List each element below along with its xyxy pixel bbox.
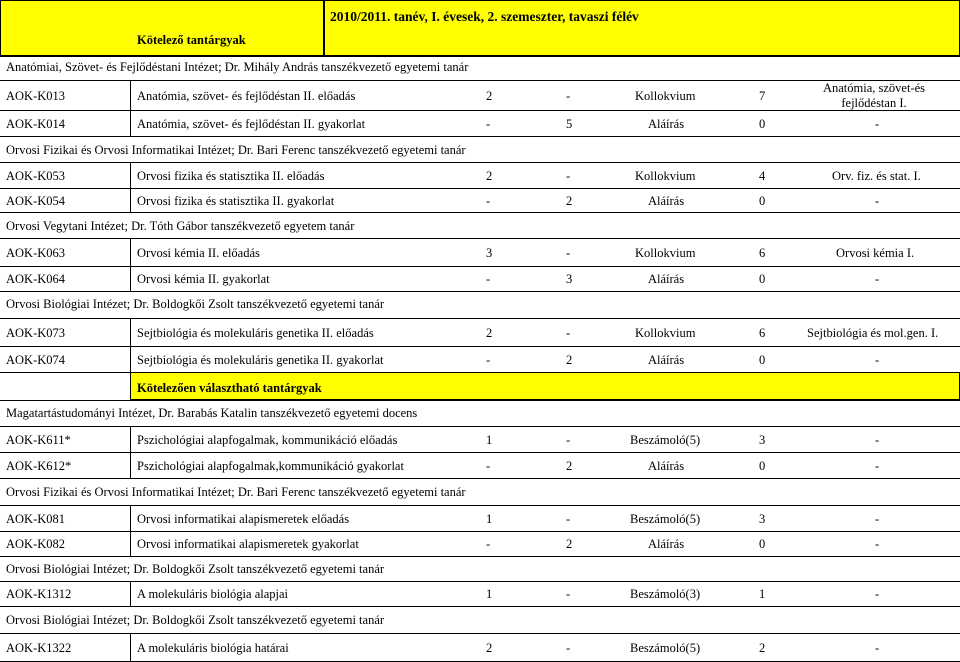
mandatory-courses-label: Kötelező tantárgyak	[137, 33, 246, 47]
course-code: AOK-K053	[6, 169, 66, 183]
course-code: AOK-K073	[6, 326, 66, 340]
prerequisite: Orvosi kémia I.	[836, 246, 915, 260]
course-name: Sejtbiológia és molekuláris genetika II. előadás	[137, 326, 374, 340]
elective-courses-label: Kötelezően választható tantárgyak	[137, 381, 322, 395]
course-name: Orvosi fizika és statisztika II. gyakorlat	[137, 194, 335, 208]
lecture-hours: 1	[486, 433, 493, 447]
course-name: Pszichológiai alapfogalmak, kommunikáció előadás	[137, 433, 398, 447]
course-code: AOK-K1312	[6, 587, 72, 601]
course-code: AOK-K014	[6, 117, 66, 131]
course-name: A molekuláris biológia határai	[137, 641, 289, 655]
course-name: Anatómia, szövet- és fejlődéstan II. előadás	[137, 89, 356, 103]
prerequisite: -	[875, 641, 880, 655]
institute-heading: Orvosi Biológiai Intézet; Dr. Boldogkői Zsolt tanszékvezető egyetemi tanár	[6, 297, 385, 311]
course-code: AOK-K063	[6, 246, 66, 260]
exam-type: Beszámoló(5)	[630, 641, 701, 655]
prerequisite: Sejtbiológia és mol.gen. I.	[807, 326, 939, 340]
practice-hours: 2	[566, 194, 573, 208]
credit-value: 3	[759, 512, 766, 526]
exam-type: Beszámoló(3)	[630, 587, 701, 601]
course-name: Orvosi kémia II. előadás	[137, 246, 260, 260]
exam-type: Kollokvium	[635, 246, 696, 260]
course-name: Pszichológiai alapfogalmak,kommunikáció gyakorlat	[137, 459, 404, 473]
institute-heading: Orvosi Fizikai és Orvosi Informatikai Intézet; Dr. Bari Ferenc tanszékvezető egyetemi tanár	[6, 143, 466, 157]
credit-value: 0	[759, 459, 766, 473]
practice-hours: 2	[566, 459, 573, 473]
institute-heading: Magatartástudományi Intézet, Dr. Barabás Katalin tanszékvezető egyetemi docens	[6, 406, 418, 420]
course-code: AOK-K082	[6, 537, 66, 551]
practice-hours: -	[566, 246, 571, 260]
lecture-hours: 2	[486, 89, 493, 103]
credit-value: 7	[759, 89, 766, 103]
course-code: AOK-K1322	[6, 641, 72, 655]
prerequisite: Anatómia, szövet-és fejlődéstan I.	[822, 81, 926, 110]
exam-type: Beszámoló(5)	[630, 512, 701, 526]
exam-type: Kollokvium	[635, 169, 696, 183]
practice-hours: -	[566, 326, 571, 340]
lecture-hours: 2	[486, 326, 493, 340]
course-name: Orvosi kémia II. gyakorlat	[137, 272, 270, 286]
institute-heading: Orvosi Biológiai Intézet; Dr. Boldogkői Zsolt tanszékvezető egyetemi tanár	[6, 562, 385, 576]
practice-hours: 2	[566, 537, 573, 551]
exam-type: Aláírás	[648, 194, 685, 208]
institute-heading: Anatómiai, Szövet- és Fejlődéstani Intézet; Dr. Mihály András tanszékvezető egyetemi tanár	[6, 60, 469, 74]
prerequisite: -	[875, 272, 880, 286]
semester-title: 2010/2011. tanév, I. évesek, 2. szemeszter, tavaszi félév	[330, 9, 639, 24]
lecture-hours: 1	[486, 512, 493, 526]
prerequisite: -	[875, 353, 880, 367]
institute-heading: Orvosi Vegytani Intézet; Dr. Tóth Gábor tanszékvezető egyetem tanár	[6, 219, 355, 233]
lecture-hours: -	[486, 353, 491, 367]
credit-value: 0	[759, 353, 766, 367]
course-name: Sejtbiológia és molekuláris genetika II. gyakorlat	[137, 353, 384, 367]
course-code: AOK-K081	[6, 512, 66, 526]
exam-type: Aláírás	[648, 272, 685, 286]
prerequisite: -	[875, 194, 880, 208]
exam-type: Kollokvium	[635, 89, 696, 103]
institute-heading: Orvosi Biológiai Intézet; Dr. Boldogkői Zsolt tanszékvezető egyetemi tanár	[6, 613, 385, 627]
institute-heading: Orvosi Fizikai és Orvosi Informatikai Intézet; Dr. Bari Ferenc tanszékvezető egyetemi tanár	[6, 485, 466, 499]
prerequisite: -	[875, 433, 880, 447]
prerequisite: -	[875, 459, 880, 473]
credit-value: 3	[759, 433, 766, 447]
lecture-hours: -	[486, 272, 491, 286]
credit-value: 2	[759, 641, 766, 655]
prerequisite: -	[875, 587, 880, 601]
prerequisite: Orv. fiz. és stat. I.	[832, 169, 921, 183]
course-code: AOK-K074	[6, 353, 66, 367]
practice-hours: -	[566, 89, 571, 103]
lecture-hours: 2	[486, 169, 493, 183]
exam-type: Aláírás	[648, 353, 685, 367]
course-name: Orvosi fizika és statisztika II. előadás	[137, 169, 325, 183]
course-code: AOK-K612*	[6, 459, 72, 473]
exam-type: Aláírás	[648, 459, 685, 473]
practice-hours: -	[566, 641, 571, 655]
course-code: AOK-K054	[6, 194, 66, 208]
exam-type: Aláírás	[648, 117, 685, 131]
course-code: AOK-K013	[6, 89, 66, 103]
practice-hours: -	[566, 169, 571, 183]
lecture-hours: -	[486, 194, 491, 208]
lecture-hours: 2	[486, 641, 493, 655]
lecture-hours: -	[486, 117, 491, 131]
practice-hours: -	[566, 512, 571, 526]
credit-value: 0	[759, 537, 766, 551]
exam-type: Beszámoló(5)	[630, 433, 701, 447]
credit-value: 6	[759, 246, 766, 260]
prerequisite: -	[875, 117, 880, 131]
credit-value: 1	[759, 587, 766, 601]
credit-value: 0	[759, 194, 766, 208]
practice-hours: 5	[566, 117, 573, 131]
credit-value: 4	[759, 169, 766, 183]
credit-value: 0	[759, 272, 766, 286]
exam-type: Kollokvium	[635, 326, 696, 340]
practice-hours: 3	[566, 272, 573, 286]
course-name: Anatómia, szövet- és fejlődéstan II. gyakorlat	[137, 117, 366, 131]
course-code: AOK-K611*	[6, 433, 71, 447]
lecture-hours: 3	[486, 246, 493, 260]
credit-value: 6	[759, 326, 766, 340]
lecture-hours: 1	[486, 587, 493, 601]
exam-type: Aláírás	[648, 537, 685, 551]
practice-hours: -	[566, 433, 571, 447]
course-code: AOK-K064	[6, 272, 66, 286]
prerequisite: -	[875, 537, 880, 551]
mandatory-header-box	[0, 0, 324, 56]
lecture-hours: -	[486, 459, 491, 473]
credit-value: 0	[759, 117, 766, 131]
course-name: A molekuláris biológia alapjai	[137, 587, 289, 601]
course-name: Orvosi informatikai alapismeretek gyakorlat	[137, 537, 359, 551]
practice-hours: -	[566, 587, 571, 601]
lecture-hours: -	[486, 537, 491, 551]
practice-hours: 2	[566, 353, 573, 367]
prerequisite: -	[875, 512, 880, 526]
course-name: Orvosi informatikai alapismeretek előadás	[137, 512, 350, 526]
